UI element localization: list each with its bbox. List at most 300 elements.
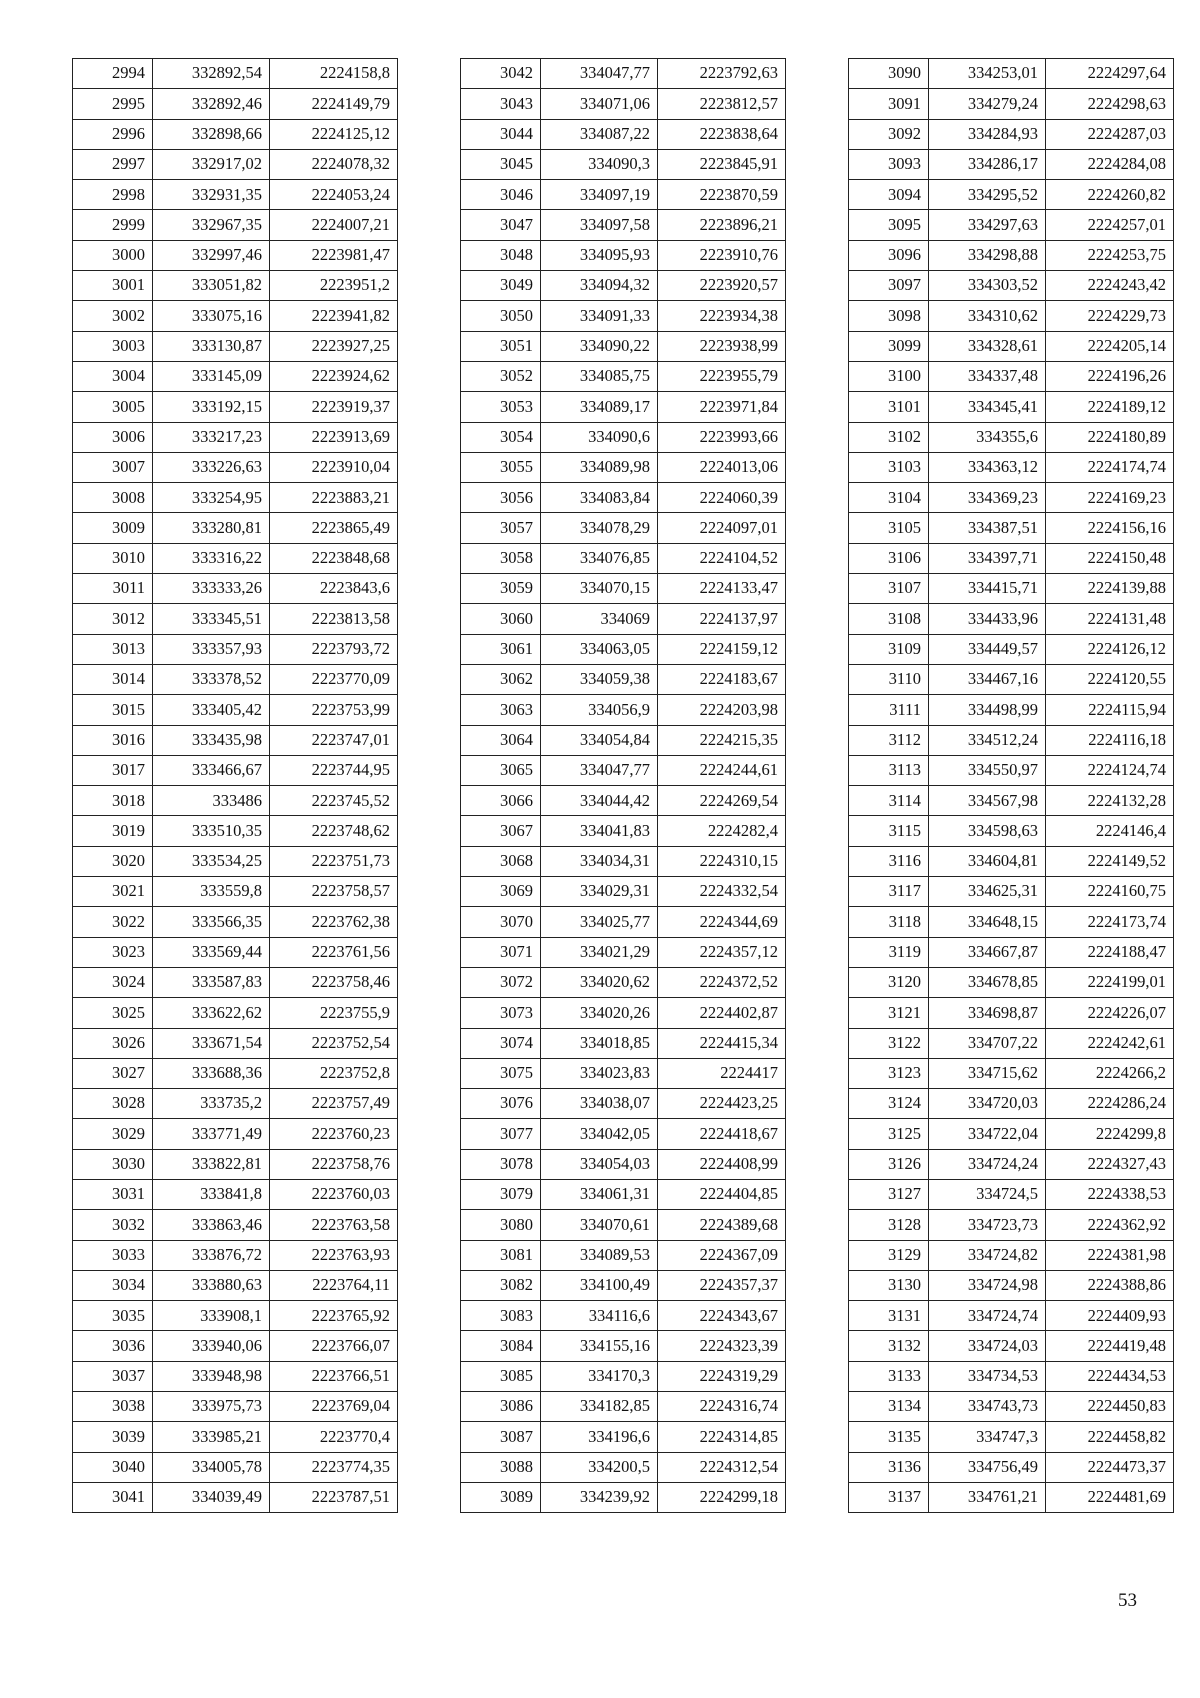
x-coordinate-cell: 334087,22: [541, 119, 658, 149]
x-coordinate-cell: 333280,81: [153, 513, 270, 543]
table-row: [73, 543, 398, 573]
point-number-cell: 3073: [461, 998, 541, 1028]
table-row: [461, 59, 786, 89]
y-coordinate-cell: 2223774,35: [270, 1452, 398, 1482]
table-row: [849, 967, 1174, 997]
x-coordinate-cell: 334196,6: [541, 1422, 658, 1452]
table-row: [849, 89, 1174, 119]
y-coordinate-cell: 2224423,25: [658, 1089, 786, 1119]
point-number-cell: 3007: [73, 452, 153, 482]
point-number-cell: 3124: [849, 1089, 929, 1119]
point-number-cell: 3136: [849, 1452, 929, 1482]
page-number: 53: [1118, 1590, 1137, 1611]
table-row: [461, 877, 786, 907]
y-coordinate-cell: 2223883,21: [270, 483, 398, 513]
x-coordinate-cell: 334720,03: [929, 1089, 1046, 1119]
point-number-cell: 3078: [461, 1149, 541, 1179]
point-number-cell: 3031: [73, 1179, 153, 1209]
table-row: [849, 1301, 1174, 1331]
y-coordinate-cell: 2224481,69: [1046, 1482, 1174, 1512]
y-coordinate-cell: 2224372,52: [658, 967, 786, 997]
table-row: [73, 1210, 398, 1240]
point-number-cell: 3126: [849, 1149, 929, 1179]
table-row: [461, 967, 786, 997]
y-coordinate-cell: 2224169,23: [1046, 483, 1174, 513]
table-row: [73, 1331, 398, 1361]
point-number-cell: 3005: [73, 392, 153, 422]
y-coordinate-cell: 2224367,09: [658, 1240, 786, 1270]
table-row: [849, 1179, 1174, 1209]
y-coordinate-cell: 2224417: [658, 1058, 786, 1088]
y-coordinate-cell: 2223770,09: [270, 664, 398, 694]
y-coordinate-cell: 2223760,23: [270, 1119, 398, 1149]
y-coordinate-cell: 2224388,86: [1046, 1270, 1174, 1300]
x-coordinate-cell: 333822,81: [153, 1149, 270, 1179]
point-number-cell: 3013: [73, 634, 153, 664]
point-number-cell: 3125: [849, 1119, 929, 1149]
point-number-cell: 3055: [461, 452, 541, 482]
y-coordinate-cell: 2224124,74: [1046, 755, 1174, 785]
point-number-cell: 3054: [461, 422, 541, 452]
table-row: [73, 1179, 398, 1209]
x-coordinate-cell: 334056,9: [541, 695, 658, 725]
table-body: [73, 59, 398, 1513]
point-number-cell: 3134: [849, 1392, 929, 1422]
table-row: [73, 998, 398, 1028]
point-number-cell: 3000: [73, 240, 153, 270]
table-row: [73, 1452, 398, 1482]
x-coordinate-cell: 333345,51: [153, 604, 270, 634]
x-coordinate-cell: 333569,44: [153, 937, 270, 967]
y-coordinate-cell: 2224149,52: [1046, 846, 1174, 876]
table-row: [461, 786, 786, 816]
table-row: [73, 1089, 398, 1119]
point-number-cell: 3097: [849, 271, 929, 301]
y-coordinate-cell: 2224243,42: [1046, 271, 1174, 301]
table-row: [461, 1149, 786, 1179]
table-row: [461, 816, 786, 846]
point-number-cell: 3051: [461, 331, 541, 361]
y-coordinate-cell: 2224297,64: [1046, 59, 1174, 89]
x-coordinate-cell: 334070,61: [541, 1210, 658, 1240]
x-coordinate-cell: 333075,16: [153, 301, 270, 331]
y-coordinate-cell: 2224244,61: [658, 755, 786, 785]
y-coordinate-cell: 2224253,75: [1046, 240, 1174, 270]
table-row: [461, 846, 786, 876]
x-coordinate-cell: 334303,52: [929, 271, 1046, 301]
table-row: [849, 361, 1174, 391]
table-row: [461, 422, 786, 452]
y-coordinate-cell: 2223770,4: [270, 1422, 398, 1452]
table-row: [849, 1452, 1174, 1482]
table-row: [461, 725, 786, 755]
y-coordinate-cell: 2224139,88: [1046, 574, 1174, 604]
point-number-cell: 3100: [849, 361, 929, 391]
table-row: [849, 907, 1174, 937]
table-row: [461, 119, 786, 149]
point-number-cell: 3027: [73, 1058, 153, 1088]
point-number-cell: 3079: [461, 1179, 541, 1209]
point-number-cell: 3106: [849, 543, 929, 573]
point-number-cell: 3012: [73, 604, 153, 634]
x-coordinate-cell: 334253,01: [929, 59, 1046, 89]
x-coordinate-cell: 334723,73: [929, 1210, 1046, 1240]
table-row: [461, 271, 786, 301]
point-number-cell: 3070: [461, 907, 541, 937]
y-coordinate-cell: 2223993,66: [658, 422, 786, 452]
y-coordinate-cell: 2223910,04: [270, 452, 398, 482]
table-row: [73, 89, 398, 119]
point-number-cell: 3127: [849, 1179, 929, 1209]
point-number-cell: 3103: [849, 452, 929, 482]
table-row: [849, 1119, 1174, 1149]
x-coordinate-cell: 334095,93: [541, 240, 658, 270]
y-coordinate-cell: 2224160,75: [1046, 877, 1174, 907]
y-coordinate-cell: 2223763,93: [270, 1240, 398, 1270]
table-row: [461, 1028, 786, 1058]
point-number-cell: 3039: [73, 1422, 153, 1452]
point-number-cell: 3115: [849, 816, 929, 846]
x-coordinate-cell: 334090,22: [541, 331, 658, 361]
point-number-cell: 3029: [73, 1119, 153, 1149]
table-row: [461, 149, 786, 179]
table-row: [73, 907, 398, 937]
table-row: [73, 331, 398, 361]
table-row: [461, 240, 786, 270]
point-number-cell: 3087: [461, 1422, 541, 1452]
x-coordinate-cell: 332967,35: [153, 210, 270, 240]
table-row: [73, 695, 398, 725]
table-row: [461, 1452, 786, 1482]
y-coordinate-cell: 2224319,29: [658, 1361, 786, 1391]
table-row: [73, 1361, 398, 1391]
table-row: [461, 1361, 786, 1391]
point-number-cell: 3122: [849, 1028, 929, 1058]
x-coordinate-cell: 334724,5: [929, 1179, 1046, 1209]
x-coordinate-cell: 334295,52: [929, 180, 1046, 210]
x-coordinate-cell: 334756,49: [929, 1452, 1046, 1482]
point-number-cell: 3062: [461, 664, 541, 694]
point-number-cell: 3019: [73, 816, 153, 846]
x-coordinate-cell: 333841,8: [153, 1179, 270, 1209]
table-row: [461, 392, 786, 422]
x-coordinate-cell: 334498,99: [929, 695, 1046, 725]
x-coordinate-cell: 333863,46: [153, 1210, 270, 1240]
y-coordinate-cell: 2224180,89: [1046, 422, 1174, 452]
point-number-cell: 3061: [461, 634, 541, 664]
table-row: [461, 1089, 786, 1119]
x-coordinate-cell: 334021,29: [541, 937, 658, 967]
x-coordinate-cell: 333217,23: [153, 422, 270, 452]
y-coordinate-cell: 2224362,92: [1046, 1210, 1174, 1240]
y-coordinate-cell: 2223752,54: [270, 1028, 398, 1058]
y-coordinate-cell: 2224215,35: [658, 725, 786, 755]
point-number-cell: 3037: [73, 1361, 153, 1391]
point-number-cell: 3105: [849, 513, 929, 543]
point-number-cell: 2994: [73, 59, 153, 89]
y-coordinate-cell: 2224078,32: [270, 149, 398, 179]
point-number-cell: 3044: [461, 119, 541, 149]
x-coordinate-cell: 334090,6: [541, 422, 658, 452]
y-coordinate-cell: 2224282,4: [658, 816, 786, 846]
x-coordinate-cell: 333130,87: [153, 331, 270, 361]
y-coordinate-cell: 2223757,49: [270, 1089, 398, 1119]
table-row: [461, 1331, 786, 1361]
x-coordinate-cell: 334724,74: [929, 1301, 1046, 1331]
point-number-cell: 3032: [73, 1210, 153, 1240]
x-coordinate-cell: 333486: [153, 786, 270, 816]
x-coordinate-cell: 333671,54: [153, 1028, 270, 1058]
x-coordinate-cell: 334698,87: [929, 998, 1046, 1028]
point-number-cell: 3056: [461, 483, 541, 513]
y-coordinate-cell: 2224298,63: [1046, 89, 1174, 119]
x-coordinate-cell: 333316,22: [153, 543, 270, 573]
y-coordinate-cell: 2224149,79: [270, 89, 398, 119]
x-coordinate-cell: 334041,83: [541, 816, 658, 846]
table-row: [849, 59, 1174, 89]
y-coordinate-cell: 2224409,93: [1046, 1301, 1174, 1331]
y-coordinate-cell: 2224450,83: [1046, 1392, 1174, 1422]
x-coordinate-cell: 333559,8: [153, 877, 270, 907]
x-coordinate-cell: 334100,49: [541, 1270, 658, 1300]
point-number-cell: 3109: [849, 634, 929, 664]
table-row: [461, 1119, 786, 1149]
point-number-cell: 3111: [849, 695, 929, 725]
table-row: [73, 725, 398, 755]
x-coordinate-cell: 334170,3: [541, 1361, 658, 1391]
table-row: [73, 937, 398, 967]
y-coordinate-cell: 2224159,12: [658, 634, 786, 664]
table-row: [849, 301, 1174, 331]
y-coordinate-cell: 2223910,76: [658, 240, 786, 270]
y-coordinate-cell: 2223755,9: [270, 998, 398, 1028]
table-row: [73, 1392, 398, 1422]
x-coordinate-cell: 333378,52: [153, 664, 270, 694]
point-number-cell: 3130: [849, 1270, 929, 1300]
table-row: [461, 1392, 786, 1422]
y-coordinate-cell: 2224013,06: [658, 452, 786, 482]
table-row: [849, 422, 1174, 452]
y-coordinate-cell: 2223941,82: [270, 301, 398, 331]
table-row: [849, 271, 1174, 301]
x-coordinate-cell: 334020,62: [541, 967, 658, 997]
table-row: [849, 392, 1174, 422]
x-coordinate-cell: 334071,06: [541, 89, 658, 119]
table-row: [73, 664, 398, 694]
y-coordinate-cell: 2223870,59: [658, 180, 786, 210]
table-row: [73, 604, 398, 634]
y-coordinate-cell: 2223792,63: [658, 59, 786, 89]
point-number-cell: 3088: [461, 1452, 541, 1482]
x-coordinate-cell: 334387,51: [929, 513, 1046, 543]
x-coordinate-cell: 333622,62: [153, 998, 270, 1028]
y-coordinate-cell: 2224269,54: [658, 786, 786, 816]
table-row: [73, 119, 398, 149]
x-coordinate-cell: 334449,57: [929, 634, 1046, 664]
point-number-cell: 3026: [73, 1028, 153, 1058]
y-coordinate-cell: 2224310,15: [658, 846, 786, 876]
point-number-cell: 3040: [73, 1452, 153, 1482]
point-number-cell: 3093: [849, 149, 929, 179]
x-coordinate-cell: 334089,17: [541, 392, 658, 422]
table-row: [849, 786, 1174, 816]
y-coordinate-cell: 2223751,73: [270, 846, 398, 876]
x-coordinate-cell: 334724,24: [929, 1149, 1046, 1179]
point-number-cell: 3030: [73, 1149, 153, 1179]
table-row: [849, 846, 1174, 876]
table-row: [461, 664, 786, 694]
point-number-cell: 3071: [461, 937, 541, 967]
x-coordinate-cell: 334025,77: [541, 907, 658, 937]
x-coordinate-cell: 334239,92: [541, 1482, 658, 1512]
y-coordinate-cell: 2224115,94: [1046, 695, 1174, 725]
x-coordinate-cell: 334097,58: [541, 210, 658, 240]
y-coordinate-cell: 2224389,68: [658, 1210, 786, 1240]
x-coordinate-cell: 334337,48: [929, 361, 1046, 391]
point-number-cell: 3090: [849, 59, 929, 89]
table-row: [73, 1058, 398, 1088]
x-coordinate-cell: 334550,97: [929, 755, 1046, 785]
point-number-cell: 3104: [849, 483, 929, 513]
point-number-cell: 3117: [849, 877, 929, 907]
x-coordinate-cell: 334604,81: [929, 846, 1046, 876]
y-coordinate-cell: 2223766,07: [270, 1331, 398, 1361]
table-row: [849, 725, 1174, 755]
y-coordinate-cell: 2223951,2: [270, 271, 398, 301]
x-coordinate-cell: 334083,84: [541, 483, 658, 513]
table-row: [849, 513, 1174, 543]
x-coordinate-cell: 332917,02: [153, 149, 270, 179]
y-coordinate-cell: 2224060,39: [658, 483, 786, 513]
y-coordinate-cell: 2224332,54: [658, 877, 786, 907]
table-row: [73, 1119, 398, 1149]
point-number-cell: 3099: [849, 331, 929, 361]
x-coordinate-cell: 333566,35: [153, 907, 270, 937]
y-coordinate-cell: 2223758,46: [270, 967, 398, 997]
x-coordinate-cell: 333254,95: [153, 483, 270, 513]
point-number-cell: 3133: [849, 1361, 929, 1391]
point-number-cell: 3123: [849, 1058, 929, 1088]
x-coordinate-cell: 334061,31: [541, 1179, 658, 1209]
point-number-cell: 3046: [461, 180, 541, 210]
y-coordinate-cell: 2223766,51: [270, 1361, 398, 1391]
point-number-cell: 2997: [73, 149, 153, 179]
x-coordinate-cell: 334678,85: [929, 967, 1046, 997]
y-coordinate-cell: 2223753,99: [270, 695, 398, 725]
point-number-cell: 3036: [73, 1331, 153, 1361]
y-coordinate-cell: 2224132,28: [1046, 786, 1174, 816]
x-coordinate-cell: 334089,53: [541, 1240, 658, 1270]
y-coordinate-cell: 2224402,87: [658, 998, 786, 1028]
point-number-cell: 3015: [73, 695, 153, 725]
x-coordinate-cell: 334076,85: [541, 543, 658, 573]
x-coordinate-cell: 334054,84: [541, 725, 658, 755]
y-coordinate-cell: 2223843,6: [270, 574, 398, 604]
y-coordinate-cell: 2224381,98: [1046, 1240, 1174, 1270]
table-row: [849, 483, 1174, 513]
table-row: [73, 422, 398, 452]
x-coordinate-cell: 332892,46: [153, 89, 270, 119]
point-number-cell: 2999: [73, 210, 153, 240]
point-number-cell: 3132: [849, 1331, 929, 1361]
table-row: [461, 604, 786, 634]
x-coordinate-cell: 334598,63: [929, 816, 1046, 846]
y-coordinate-cell: 2224174,74: [1046, 452, 1174, 482]
y-coordinate-cell: 2224133,47: [658, 574, 786, 604]
y-coordinate-cell: 2224097,01: [658, 513, 786, 543]
table-row: [849, 634, 1174, 664]
y-coordinate-cell: 2223747,01: [270, 725, 398, 755]
y-coordinate-cell: 2223938,99: [658, 331, 786, 361]
point-number-cell: 3011: [73, 574, 153, 604]
point-number-cell: 3048: [461, 240, 541, 270]
y-coordinate-cell: 2224473,37: [1046, 1452, 1174, 1482]
x-coordinate-cell: 333771,49: [153, 1119, 270, 1149]
x-coordinate-cell: 332898,66: [153, 119, 270, 149]
y-coordinate-cell: 2224158,8: [270, 59, 398, 89]
point-number-cell: 3033: [73, 1240, 153, 1270]
table-row: [461, 1482, 786, 1512]
point-number-cell: 3085: [461, 1361, 541, 1391]
y-coordinate-cell: 2224007,21: [270, 210, 398, 240]
table-row: [461, 1179, 786, 1209]
y-coordinate-cell: 2224266,2: [1046, 1058, 1174, 1088]
point-number-cell: 3119: [849, 937, 929, 967]
point-number-cell: 3066: [461, 786, 541, 816]
table-row: [461, 1210, 786, 1240]
table-row: [849, 1482, 1174, 1512]
point-number-cell: 3084: [461, 1331, 541, 1361]
x-coordinate-cell: 333510,35: [153, 816, 270, 846]
coordinates-table-3: [848, 58, 1174, 1513]
y-coordinate-cell: 2223934,38: [658, 301, 786, 331]
point-number-cell: 3028: [73, 1089, 153, 1119]
x-coordinate-cell: 333534,25: [153, 846, 270, 876]
y-coordinate-cell: 2224189,12: [1046, 392, 1174, 422]
table-row: [461, 89, 786, 119]
y-coordinate-cell: 2223981,47: [270, 240, 398, 270]
table-row: [849, 1240, 1174, 1270]
x-coordinate-cell: 333435,98: [153, 725, 270, 755]
table-row: [73, 1482, 398, 1512]
x-coordinate-cell: 334761,21: [929, 1482, 1046, 1512]
x-coordinate-cell: 333145,09: [153, 361, 270, 391]
table-row: [461, 998, 786, 1028]
y-coordinate-cell: 2224458,82: [1046, 1422, 1174, 1452]
y-coordinate-cell: 2223787,51: [270, 1482, 398, 1512]
x-coordinate-cell: 334047,77: [541, 755, 658, 785]
point-number-cell: 3080: [461, 1210, 541, 1240]
table-row: [849, 452, 1174, 482]
point-number-cell: 3086: [461, 1392, 541, 1422]
x-coordinate-cell: 334467,16: [929, 664, 1046, 694]
point-number-cell: 3089: [461, 1482, 541, 1512]
x-coordinate-cell: 334397,71: [929, 543, 1046, 573]
point-number-cell: 3024: [73, 967, 153, 997]
x-coordinate-cell: 333405,42: [153, 695, 270, 725]
point-number-cell: 3022: [73, 907, 153, 937]
point-number-cell: 3041: [73, 1482, 153, 1512]
y-coordinate-cell: 2223838,64: [658, 119, 786, 149]
y-coordinate-cell: 2223971,84: [658, 392, 786, 422]
y-coordinate-cell: 2223919,37: [270, 392, 398, 422]
point-number-cell: 3113: [849, 755, 929, 785]
table-row: [461, 1270, 786, 1300]
table-row: [73, 301, 398, 331]
point-number-cell: 3052: [461, 361, 541, 391]
x-coordinate-cell: 334298,88: [929, 240, 1046, 270]
table-row: [73, 59, 398, 89]
